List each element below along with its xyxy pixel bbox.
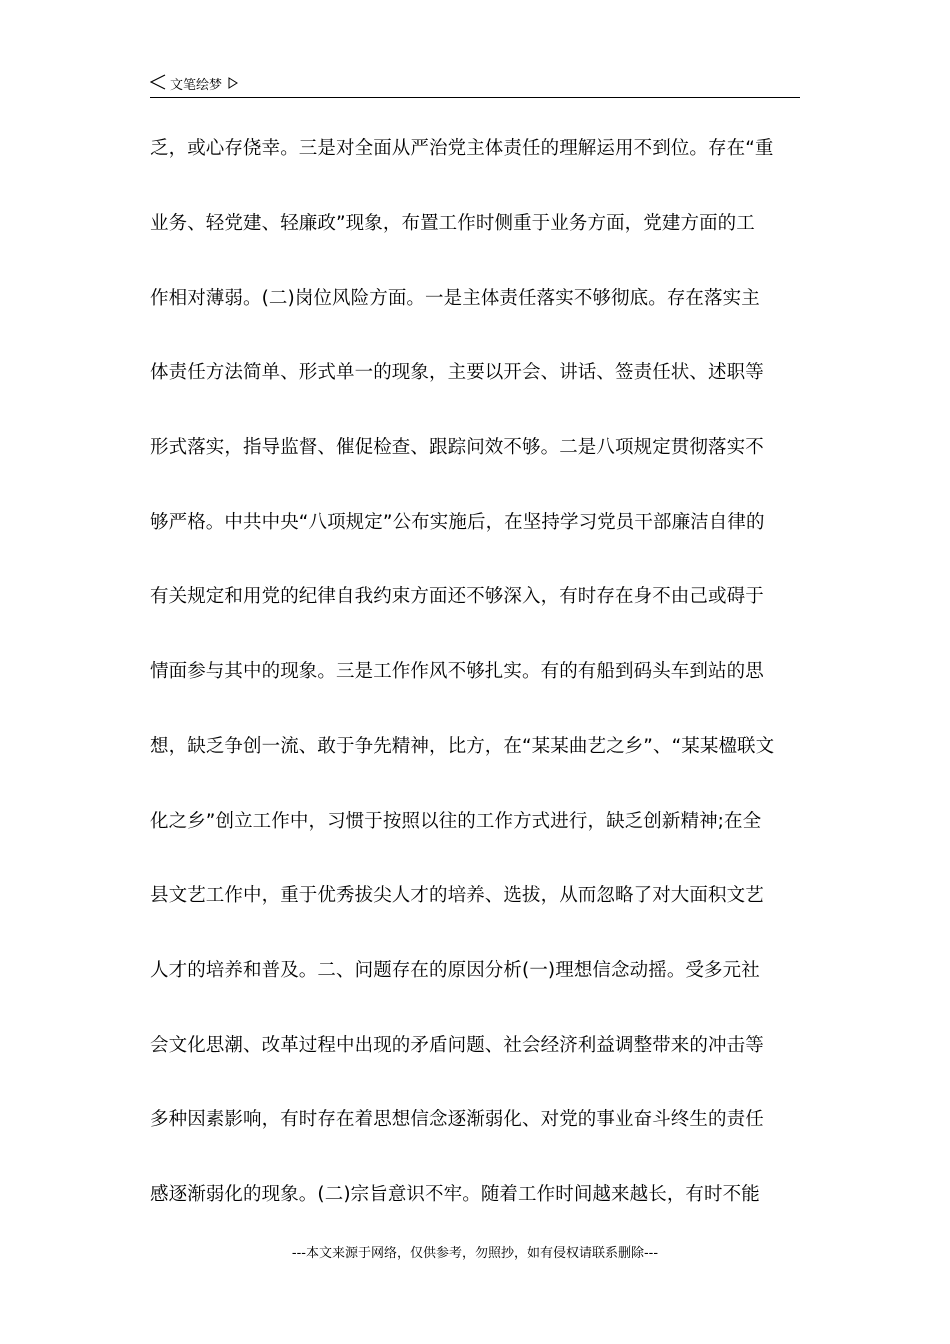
body-line: 会文化思潮、改革过程中出现的矛盾问题、社会经济利益调整带来的冲击等 [150, 1035, 764, 1056]
left-triangle-icon [150, 74, 166, 97]
body-line: 有关规定和用党的纪律自我约束方面还不够深入，有时存在身不由己或碍于 [150, 586, 764, 607]
body-line: 人才的培养和普及。二、问题存在的原因分析(一)理想信念动摇。受多元社 [150, 960, 760, 981]
body-line: 县文艺工作中，重于优秀拔尖人才的培养、选拔，从而忽略了对大面积文艺 [150, 885, 764, 906]
page-header [150, 74, 800, 98]
body-line: 够严格。中共中央“八项规定”公布实施后，在坚持学习党员干部廉洁自律的 [150, 512, 765, 533]
header-divider [150, 97, 800, 98]
body-line: 业务、轻党建、轻廉政”现象，布置工作时侧重于业务方面，党建方面的工 [150, 213, 755, 234]
body-line: 形式落实，指导监督、催促检查、跟踪问效不够。二是八项规定贯彻落实不 [150, 437, 764, 458]
right-triangle-icon [228, 76, 238, 96]
body-line: 想，缺乏争创一流、敢于争先精神，比方，在“某某曲艺之乡”、“某某楹联文 [150, 736, 775, 757]
footer-disclaimer: ---本文来源于网络，仅供参考，勿照抄，如有侵权请联系删除--- [291, 1246, 659, 1261]
body-line: 情面参与其中的现象。三是工作作风不够扎实。有的有船到码头车到站的思 [150, 661, 764, 682]
body-line: 乏，或心存侥幸。三是对全面从严治党主体责任的理解运用不到位。存在“重 [150, 138, 774, 159]
header-title: 文笔绘梦 [170, 77, 223, 93]
body-line: 化之乡”创立工作中，习惯于按照以往的工作方式进行，缺乏创新精神;在全 [150, 811, 762, 832]
body-line: 作相对薄弱。(二)岗位风险方面。一是主体责任落实不够彻底。存在落实主 [150, 288, 760, 309]
body-line: 感逐渐弱化的现象。(二)宗旨意识不牢。随着工作时间越来越长，有时不能 [150, 1184, 760, 1205]
body-line: 多种因素影响，有时存在着思想信念逐渐弱化、对党的事业奋斗终生的责任 [150, 1109, 764, 1130]
body-line: 体责任方法简单、形式单一的现象，主要以开会、讲话、签责任状、述职等 [150, 362, 764, 383]
